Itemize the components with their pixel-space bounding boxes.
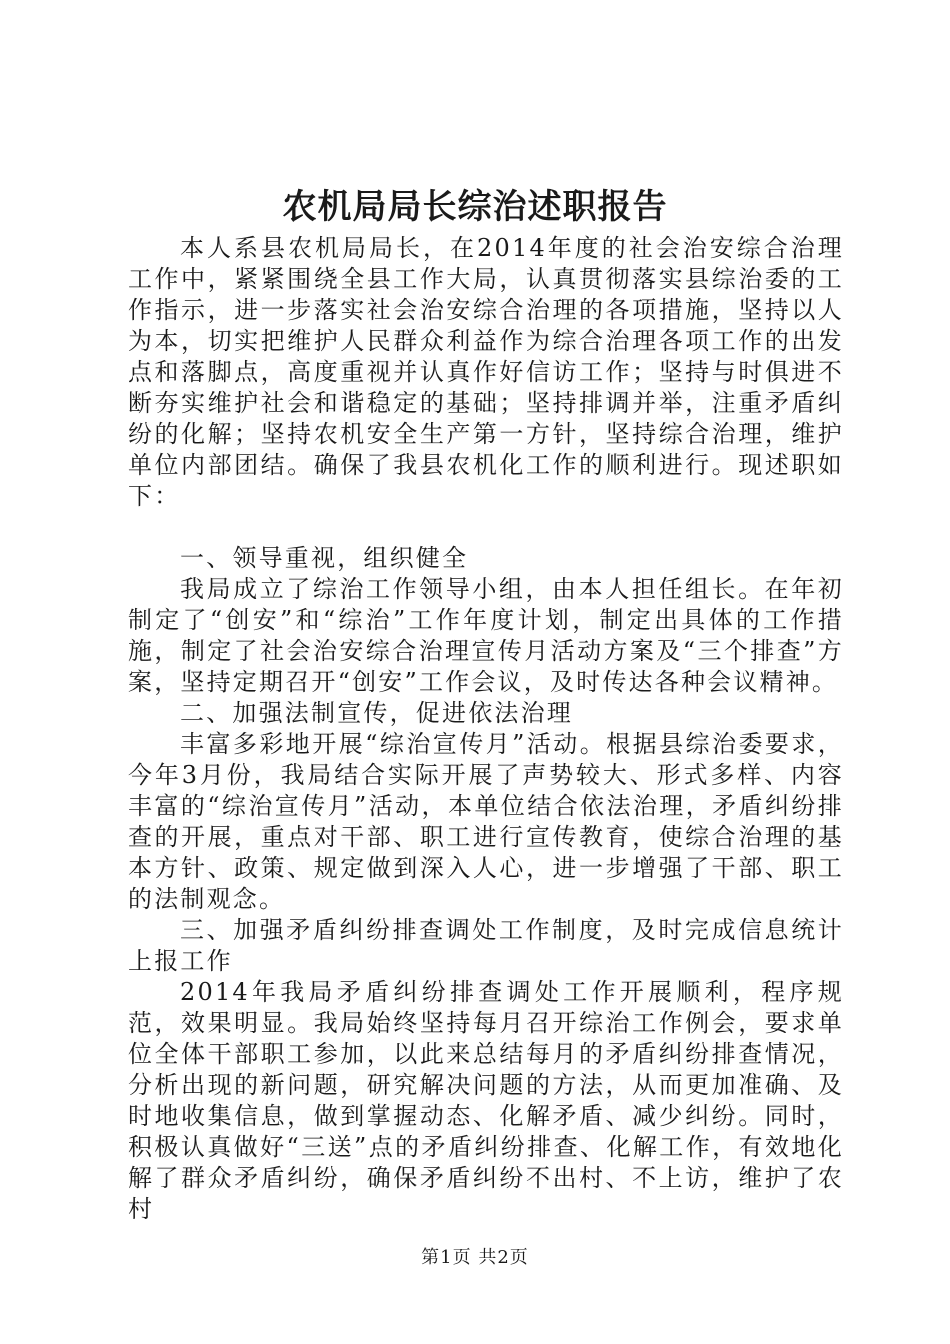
- paragraph-spacer: [128, 512, 844, 543]
- document-title: 农机局局长综治述职报告: [282, 187, 668, 227]
- document-body: [128, 233, 844, 1225]
- section-heading-3: 三、加强矛盾纠纷排查调处工作制度，及时完成信息统计上报工作: [128, 916, 844, 975]
- section-heading-2: 二、加强法制宣传，促进依法治理: [180, 699, 573, 727]
- section-1-paragraph: 我局成立了综治工作领导小组，由本人担任组长。在年初制定了“创安”和“综治”工作年度计划，制定出具体的工作措施，制定了社会治安综合治理宣传月活动方案及“三个排查”方案，坚持定期召开“创安”工作会议，及时传达各种会议精神。: [128, 575, 844, 696]
- section-3-paragraph: 2014年我局矛盾纠纷排查调处工作开展顺利，程序规范，效果明显。我局始终坚持每月召开综治工作例会，要求单位全体干部职工参加，以此来总结每月的矛盾纠纷排查情况，分析出现的新问题，研究解决问题的方法，从而更加准确、及时地收集信息，做到掌握动态、化解矛盾、减少纠纷。同时，积极认真做好“三送”点的矛盾纠纷排查、化解工作，有效地化解了群众矛盾纠纷，确保矛盾纠纷不出村、不上访，维护了农村: [128, 978, 844, 1223]
- section-2-paragraph: 丰富多彩地开展“综治宣传月”活动。根据县综治委要求，今年3月份，我局结合实际开展了声势较大、形式多样、内容丰富的“综治宣传月”活动，本单位结合依法治理，矛盾纠纷排查的开展，重点对干部、职工进行宣传教育，使综合治理的基本方针、政策、规定做到深入人心，进一步增强了干部、职工的法制观念。: [128, 730, 844, 913]
- section-heading-1: 一、领导重视，组织健全: [180, 544, 469, 572]
- page-footer: 第1页 共2页: [421, 1247, 529, 1268]
- intro-paragraph: 本人系县农机局局长，在2014年度的社会治安综合治理工作中，紧紧围绕全县工作大局，认真贯彻落实县综治委的工作指示，进一步落实社会治安综合治理的各项措施，坚持以人为本，切实把维护人民群众利益作为综合治理各项工作的出发点和落脚点，高度重视并认真作好信访工作；坚持与时俱进不断夯实维护社会和谐稳定的基础；坚持排调并举，注重矛盾纠纷的化解；坚持农机安全生产第一方针，坚持综合治理，维护单位内部团结。确保了我县农机化工作的顺利进行。现述职如下：: [128, 234, 844, 510]
